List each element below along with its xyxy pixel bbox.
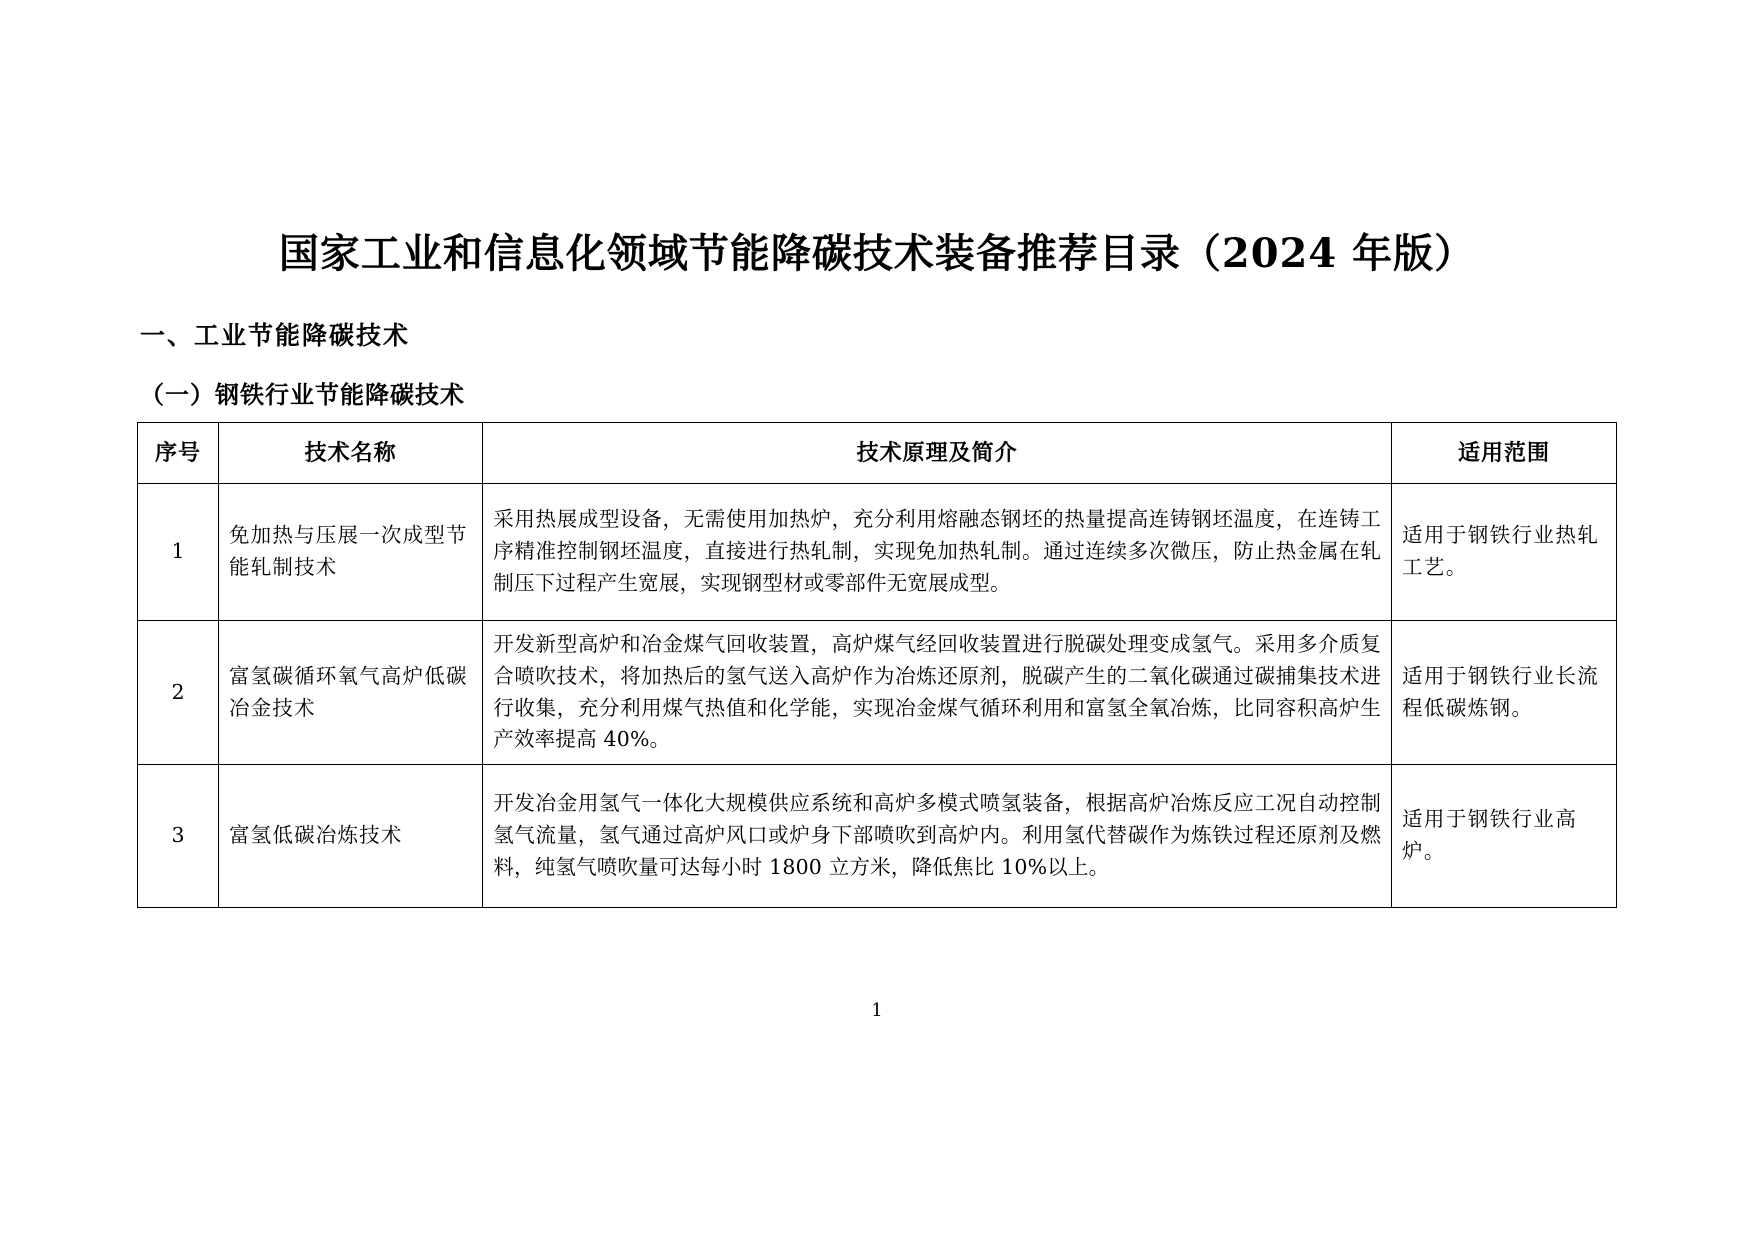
cell-name: 富氢碳循环氧气高炉低碳冶金技术	[218, 621, 482, 765]
page-title: 国家工业和信息化领域节能降碳技术装备推荐目录（2024 年版）	[278, 230, 1476, 277]
cell-name: 富氢低碳冶炼技术	[218, 765, 482, 908]
cell-description: 开发冶金用氢气一体化大规模供应系统和高炉多模式喷氢装备，根据高炉冶炼反应工况自动控制氢气流量，氢气通过高炉风口或炉身下部喷吹到高炉内。利用氢代替碳作为炼铁过程还原剂及燃料，纯氢气喷吹量可达每小时 1800 立方米，降低焦比 10%以上。	[483, 765, 1392, 908]
table-header-row	[138, 423, 1617, 484]
cell-description: 开发新型高炉和冶金煤气回收装置，高炉煤气经回收装置进行脱碳处理变成氢气。采用多介质复合喷吹技术，将加热后的氢气送入高炉作为冶炼还原剂，脱碳产生的二氧化碳通过碳捕集技术进行收集，充分利用煤气热值和化学能，实现冶金煤气循环利用和富氢全氧冶炼，比同容积高炉生产效率提高 40%。	[483, 621, 1392, 765]
cell-no: 1	[138, 484, 219, 621]
column-header-no: 序号	[138, 423, 219, 484]
page-number: 1	[871, 1000, 883, 1021]
cell-scope: 适用于钢铁行业高炉。	[1392, 765, 1617, 908]
cell-no: 2	[138, 621, 219, 765]
column-header-description: 技术原理及简介	[483, 423, 1392, 484]
section-heading: 一、工业节能降碳技术	[140, 321, 411, 350]
table-row	[138, 484, 1617, 621]
table-row	[138, 765, 1617, 908]
table-row	[138, 621, 1617, 765]
cell-description: 采用热展成型设备，无需使用加热炉，充分利用熔融态钢坯的热量提高连铸钢坯温度，在连铸工序精准控制钢坯温度，直接进行热轧制，实现免加热轧制。通过连续多次微压，防止热金属在轧制压下过程产生宽展，实现钢型材或零部件无宽展成型。	[483, 484, 1392, 621]
cell-scope: 适用于钢铁行业热轧工艺。	[1392, 484, 1617, 621]
column-header-name: 技术名称	[218, 423, 482, 484]
technology-table	[137, 422, 1617, 908]
subsection-heading: （一）钢铁行业节能降碳技术	[140, 380, 465, 409]
cell-no: 3	[138, 765, 219, 908]
column-header-scope: 适用范围	[1392, 423, 1617, 484]
cell-scope: 适用于钢铁行业长流程低碳炼钢。	[1392, 621, 1617, 765]
cell-name: 免加热与压展一次成型节能轧制技术	[218, 484, 482, 621]
